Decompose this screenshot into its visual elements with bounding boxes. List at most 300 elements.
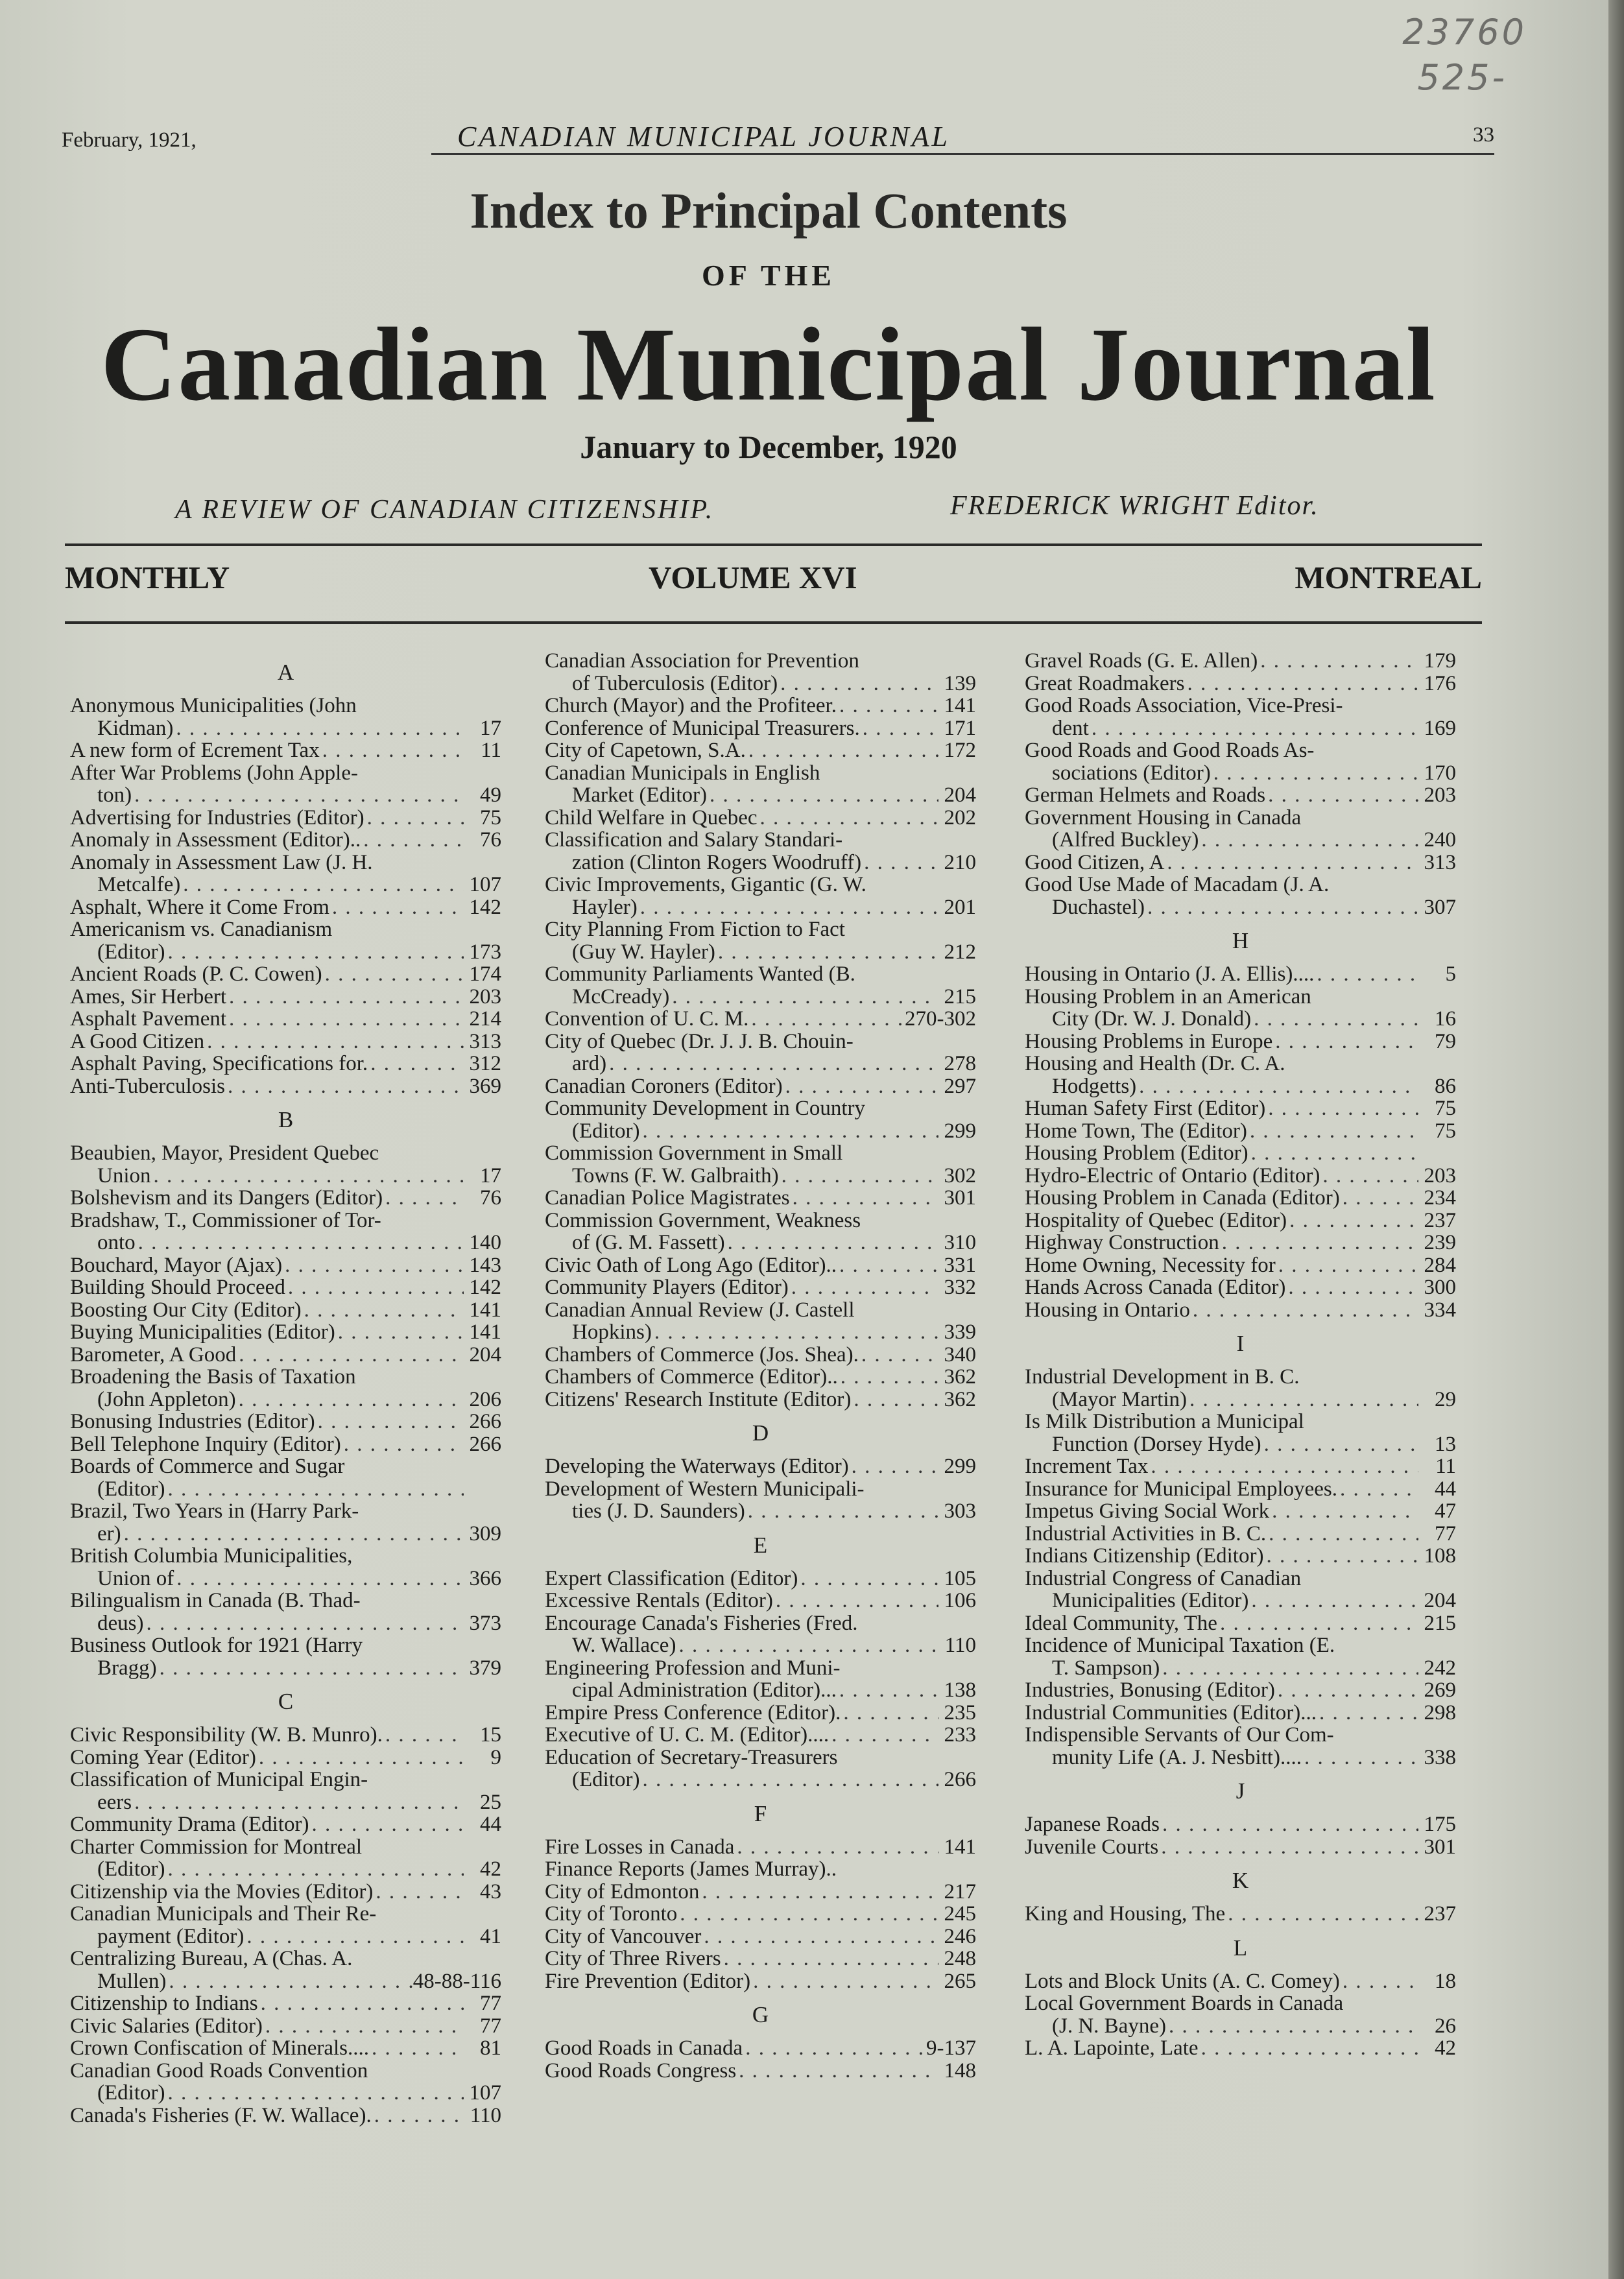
entry-page: 203 <box>1424 1164 1456 1187</box>
leader-dots <box>638 896 938 919</box>
index-entry <box>545 1948 976 1970</box>
index-entry <box>70 1232 501 1254</box>
leader-dots <box>837 695 938 717</box>
entry-page: 29 <box>1435 1388 1456 1411</box>
entry-title: Bolshevism and its Dangers (Editor) <box>70 1187 383 1210</box>
leader-dots <box>736 2060 938 2082</box>
entry-title: Commission Government in Small <box>545 1142 843 1165</box>
leader-dots <box>778 673 938 695</box>
index-entry <box>70 1455 501 1478</box>
leader-dots <box>677 1903 938 1926</box>
leader-dots <box>773 1590 938 1612</box>
leader-dots <box>157 1657 464 1680</box>
entry-title: Union <box>97 1164 151 1187</box>
leader-dots <box>1340 1187 1418 1210</box>
index-entry <box>70 1568 501 1590</box>
index-entry <box>70 852 501 874</box>
entry-page: 237 <box>1424 1209 1456 1232</box>
leader-dots <box>226 986 464 1008</box>
leader-dots <box>669 986 938 1008</box>
index-entry <box>70 1075 501 1098</box>
leader-dots <box>256 1747 464 1769</box>
index-entry <box>545 1478 976 1501</box>
entry-title: King and Housing, The <box>1025 1903 1226 1926</box>
leader-dots <box>383 1187 464 1210</box>
index-entry <box>1025 1008 1456 1031</box>
leader-dots <box>1160 1813 1418 1836</box>
entry-title: Beaubien, Mayor, President Quebec <box>70 1142 379 1165</box>
leader-dots <box>783 1075 938 1098</box>
entry-title: Ideal Community, The <box>1025 1612 1217 1634</box>
index-entry <box>1025 1299 1456 1322</box>
entry-title: Anomaly in Assessment Law (J. H. <box>70 851 373 874</box>
index-entry <box>1025 1590 1456 1612</box>
leader-dots <box>136 1232 464 1254</box>
index-entry <box>1025 1612 1456 1635</box>
index-entry <box>70 1299 501 1322</box>
index-entry <box>545 896 976 919</box>
entry-page: 174 <box>469 963 501 986</box>
leader-dots <box>1219 1232 1418 1254</box>
entry-title: Brazil, Two Years in (Harry Park- <box>70 1500 359 1523</box>
leader-dots <box>1317 1702 1418 1724</box>
entry-page: 369 <box>469 1075 501 1097</box>
entry-page: 204 <box>469 1343 501 1366</box>
entry-page: 17 <box>480 1164 501 1187</box>
index-entry <box>545 1142 976 1165</box>
entry-title: (Editor) <box>97 940 165 963</box>
entry-page: 362 <box>944 1366 976 1389</box>
entry-page: 42 <box>480 1858 501 1881</box>
index-entry <box>70 1142 501 1165</box>
entry-title: Housing and Health (Dr. C. A. <box>1025 1053 1285 1075</box>
entry-title: payment (Editor) <box>97 1925 245 1948</box>
entry-title: Child Welfare in Quebec <box>545 806 758 829</box>
index-entry <box>545 1634 976 1657</box>
section-letter: A <box>277 660 294 685</box>
entry-page: 266 <box>944 1769 976 1791</box>
index-entry <box>70 1926 501 1948</box>
entry-title: German Helmets and Roads <box>1025 784 1266 807</box>
entry-title: dent <box>1052 717 1089 739</box>
leader-dots <box>860 717 938 740</box>
index-entry <box>1025 784 1456 807</box>
index-entry <box>1025 1276 1456 1299</box>
index-entry <box>1025 1836 1456 1859</box>
entry-page: 313 <box>1424 851 1456 874</box>
section-letter: F <box>754 1800 767 1826</box>
entry-title: Housing Problem in an American <box>1025 985 1311 1008</box>
entry-page: 366 <box>469 1567 501 1590</box>
index-entry <box>545 1858 976 1881</box>
entry-page: 302 <box>944 1164 976 1187</box>
entry-page: 11 <box>1435 1455 1456 1478</box>
entry-page: 299 <box>944 1455 976 1478</box>
entry-title: Good Roads Congress <box>545 2059 737 2082</box>
entry-page: 339 <box>944 1321 976 1344</box>
index-entry <box>70 2060 501 2082</box>
entry-page: 141 <box>469 1298 501 1321</box>
leader-dots <box>341 1433 464 1456</box>
index-entry <box>1025 807 1456 829</box>
leader-dots <box>676 1634 938 1657</box>
index-entry <box>545 1031 976 1053</box>
entry-title: Japanese Roads <box>1025 1813 1160 1836</box>
index-entry <box>1025 896 1456 919</box>
entry-title: sociations (Editor) <box>1052 761 1211 784</box>
index-entry <box>1025 1702 1456 1724</box>
index-entry <box>1025 1210 1456 1232</box>
entry-title: Hospitality of Quebec (Editor) <box>1025 1209 1287 1232</box>
entry-title: Good Roads in Canada <box>545 2037 743 2060</box>
entry-title: Function (Dorsey Hyde) <box>1052 1433 1261 1455</box>
entry-title: Developing the Waterways (Editor) <box>545 1455 849 1478</box>
entry-title: Classification and Salary Standari- <box>545 829 843 852</box>
index-entry <box>545 739 976 762</box>
entry-page: 245 <box>944 1903 976 1926</box>
entry-title: Metcalfe) <box>97 874 181 896</box>
entry-page: 340 <box>944 1343 976 1366</box>
index-entry <box>545 1455 976 1478</box>
index-entry <box>1025 2015 1456 2038</box>
entry-title: Juvenile Courts <box>1025 1835 1159 1858</box>
entry-title: Mullen) <box>97 1970 167 1992</box>
index-entry <box>1025 1232 1456 1254</box>
section-letter: G <box>752 2002 769 2027</box>
index-column-1 <box>70 650 501 2127</box>
index-column-2 <box>545 650 976 2082</box>
entry-title: City of Three Rivers <box>545 1948 721 1970</box>
entry-title: Towns (F. W. Galbraith) <box>572 1164 779 1187</box>
leader-dots <box>750 1970 938 1993</box>
index-entry <box>1025 1366 1456 1389</box>
leader-dots <box>837 1679 938 1702</box>
index-entry <box>1025 2037 1456 2060</box>
index-entry <box>70 1903 501 1926</box>
section-letter: C <box>278 1689 294 1714</box>
entry-title: Barometer, A Good <box>70 1343 237 1366</box>
leader-dots <box>335 1321 464 1344</box>
entry-page: 107 <box>469 874 501 896</box>
entry-page: 303 <box>944 1500 976 1523</box>
entry-page: 141 <box>944 1835 976 1858</box>
leader-dots <box>1258 650 1418 673</box>
entry-page: 75 <box>480 806 501 829</box>
index-entry <box>1025 1411 1456 1433</box>
entry-title: Citizenship to Indians <box>70 1992 258 2015</box>
entry-page: 373 <box>469 1612 501 1634</box>
leader-dots <box>1269 1500 1418 1523</box>
entry-page: 79 <box>1435 1030 1456 1053</box>
leader-dots <box>837 1254 938 1277</box>
index-entry <box>545 1568 976 1590</box>
entry-title: Chambers of Commerce (Editor).. <box>545 1366 838 1389</box>
entry-title: Home Town, The (Editor) <box>1025 1119 1247 1142</box>
index-entry <box>1025 1075 1456 1098</box>
section-letter: H <box>1232 928 1249 953</box>
entry-page: 148 <box>944 2059 976 2082</box>
entry-title: Bonusing Industries (Editor) <box>70 1411 315 1433</box>
index-entry <box>545 852 976 874</box>
entry-page: 173 <box>469 940 501 963</box>
leader-dots <box>745 1500 938 1523</box>
entry-title: Industrial Congress of Canadian <box>1025 1567 1302 1590</box>
index-entry <box>1025 673 1456 695</box>
entry-page: 9-137 <box>926 2037 976 2060</box>
index-entry <box>70 1210 501 1232</box>
entry-title: Ames, Sir Herbert <box>70 985 227 1008</box>
entry-page: 75 <box>1435 1097 1456 1120</box>
entry-title: Civic Salaries (Editor) <box>70 2014 263 2037</box>
leader-dots <box>1199 829 1418 852</box>
entry-title: Good Use Made of Macadam (J. A. <box>1025 874 1330 896</box>
entry-title: Citizens' Research Institute (Editor) <box>545 1388 852 1411</box>
entry-title: Housing in Ontario (J. A. Ellis).... <box>1025 963 1315 986</box>
entry-title: Hands Across Canada (Editor) <box>1025 1276 1286 1299</box>
entry-title: (Editor) <box>97 2082 165 2105</box>
index-entry <box>1025 650 1456 673</box>
index-entry <box>1025 1097 1456 1120</box>
leader-dots <box>798 1568 938 1590</box>
entry-page: 203 <box>469 985 501 1008</box>
entry-title: Hydro-Electric of Ontario (Editor) <box>1025 1164 1320 1187</box>
entry-title: City of Edmonton <box>545 1880 700 1903</box>
index-entry <box>70 829 501 852</box>
entry-title: Community Development in Country <box>545 1097 866 1120</box>
index-entry <box>70 762 501 785</box>
entry-title: Human Safety First (Editor) <box>1025 1097 1266 1120</box>
entry-page: 105 <box>944 1567 976 1590</box>
entry-page: 9 <box>490 1746 501 1769</box>
index-entry <box>545 918 976 941</box>
leader-dots <box>174 1568 464 1590</box>
leader-dots <box>1265 784 1418 807</box>
entry-page: 212 <box>944 940 976 963</box>
index-entry <box>1025 1903 1456 1926</box>
entry-title: City of Toronto <box>545 1903 678 1926</box>
leader-dots <box>789 1276 938 1299</box>
leader-dots <box>302 1299 464 1322</box>
entry-title: Anonymous Municipalities (John <box>70 695 357 717</box>
index-entry <box>70 1724 501 1747</box>
index-entry <box>545 2060 976 2082</box>
leader-dots <box>282 1254 464 1277</box>
section-letter: L <box>1233 1935 1248 1961</box>
entry-title: Canada's Fisheries (F. W. Wallace). <box>70 2104 372 2127</box>
leader-dots <box>1158 1836 1418 1859</box>
leader-dots <box>322 963 464 986</box>
pencil-note-code: 525- <box>1417 57 1507 98</box>
entry-title: Civic Improvements, Gigantic (G. W. <box>545 874 866 896</box>
entry-title: Crown Confiscation of Minerals.... <box>70 2037 370 2060</box>
editor-credit: FREDERICK WRIGHT Editor. <box>950 491 1319 521</box>
index-entry <box>545 1612 976 1635</box>
entry-title: Encourage Canada's Fisheries (Fred. <box>545 1612 858 1634</box>
issue-date: February, 1921, <box>62 128 197 152</box>
leader-dots <box>1187 1389 1418 1411</box>
entry-page: 140 <box>469 1232 501 1254</box>
leader-dots <box>1199 2037 1418 2060</box>
leader-dots <box>1287 1210 1418 1232</box>
pencil-note-number: 23760 <box>1402 12 1527 53</box>
index-entry <box>70 1500 501 1523</box>
entry-title: W. Wallace) <box>572 1634 676 1657</box>
index-entry <box>70 1276 501 1299</box>
entry-page: 270-302 <box>905 1008 976 1031</box>
entry-page: 44 <box>1435 1477 1456 1500</box>
entry-title: Church (Mayor) and the Profiteer. <box>545 695 837 717</box>
entry-page: 202 <box>944 806 976 829</box>
index-entry <box>1025 1120 1456 1143</box>
entry-page: 139 <box>944 672 976 695</box>
entry-page: 233 <box>944 1724 976 1747</box>
entry-title: Asphalt, Where it Come From <box>70 896 329 918</box>
index-entry <box>545 1053 976 1075</box>
index-entry <box>70 1411 501 1433</box>
leader-dots <box>652 1321 938 1344</box>
entry-title: Conference of Municipal Treasurers. <box>545 717 860 739</box>
entry-page: 48-88-116 <box>412 1970 501 1992</box>
leader-dots <box>180 874 464 896</box>
index-entry <box>1025 695 1456 717</box>
entry-title: Boards of Commerce and Sugar <box>70 1455 345 1478</box>
index-column-3 <box>1025 650 1456 2060</box>
entry-page: 26 <box>1435 2014 1456 2037</box>
running-head <box>62 117 1494 156</box>
leader-dots <box>368 1053 464 1075</box>
entry-title: Bell Telephone Inquiry (Editor) <box>70 1433 341 1455</box>
entry-title: (Editor) <box>572 1769 640 1791</box>
leader-dots <box>132 1791 464 1814</box>
entry-title: Boosting Our City (Editor) <box>70 1298 302 1321</box>
entry-page: 142 <box>469 896 501 918</box>
index-entry <box>70 986 501 1008</box>
leader-dots <box>329 896 464 919</box>
index-entry <box>545 1500 976 1523</box>
entry-page: 307 <box>1424 896 1456 918</box>
section-letter: K <box>1232 1868 1249 1893</box>
index-entry <box>1025 963 1456 986</box>
index-entry <box>70 1836 501 1859</box>
entry-page: 234 <box>1424 1187 1456 1210</box>
index-entry <box>1025 874 1456 896</box>
index-entry <box>1025 986 1456 1008</box>
entry-title: Home Owning, Necessity for <box>1025 1254 1276 1276</box>
entry-page: 49 <box>480 784 501 807</box>
leader-dots <box>369 2037 464 2060</box>
entry-title: Canadian Coroners (Editor) <box>545 1075 783 1097</box>
entry-title: City of Vancouver <box>545 1925 702 1948</box>
entry-title: Incidence of Municipal Taxation (E. <box>1025 1634 1335 1657</box>
index-entry <box>545 1276 976 1299</box>
index-entry <box>1025 1813 1456 1836</box>
entry-title: Industrial Communities (Editor)... <box>1025 1701 1317 1724</box>
leader-dots <box>373 1881 464 1903</box>
leader-dots <box>121 1523 464 1545</box>
index-entry <box>545 1075 976 1098</box>
entry-title: Government Housing in Canada <box>1025 806 1302 829</box>
leader-dots <box>236 1389 464 1411</box>
index-entry <box>545 1187 976 1210</box>
entry-page: 215 <box>944 985 976 1008</box>
entry-title: Bragg) <box>97 1656 157 1679</box>
entry-title: Classification of Municipal Engin- <box>70 1769 368 1791</box>
entry-title: Excessive Rentals (Editor) <box>545 1590 773 1612</box>
running-journal-title: CANADIAN MUNICIPAL JOURNAL <box>457 121 950 152</box>
entry-title: Civic Oath of Long Ago (Editor).. <box>545 1254 837 1276</box>
entry-page: 108 <box>1424 1545 1456 1568</box>
index-entry <box>1025 1970 1456 1993</box>
index-entry <box>545 1299 976 1322</box>
entry-page: 310 <box>944 1232 976 1254</box>
leader-dots <box>361 829 464 852</box>
entry-title: Housing Problems in Europe <box>1025 1030 1273 1053</box>
index-entry <box>70 1948 501 1970</box>
entry-title: Industrial Activities in B. C. <box>1025 1522 1267 1545</box>
leader-dots <box>364 807 464 829</box>
index-entry <box>1025 1992 1456 2015</box>
leader-dots <box>309 1813 464 1836</box>
entry-title: Asphalt Pavement <box>70 1008 227 1031</box>
entry-page: 332 <box>944 1276 976 1299</box>
leader-dots <box>725 1232 938 1254</box>
entry-title: A new form of Ecrement Tax <box>70 739 320 762</box>
entry-title: Industrial Development in B. C. <box>1025 1366 1300 1389</box>
entry-page: 13 <box>1435 1433 1456 1455</box>
entry-title: Highway Construction <box>1025 1232 1219 1254</box>
entry-title: L. A. Lapointe, Late <box>1025 2037 1199 2060</box>
entry-title: Executive of U. C. M. (Editor).... <box>545 1724 830 1747</box>
entry-title: of (G. M. Fassett) <box>572 1232 725 1254</box>
index-entry <box>70 1545 501 1568</box>
leader-dots <box>1266 1523 1418 1545</box>
index-entry <box>70 2082 501 2105</box>
entry-page: 334 <box>1424 1298 1456 1321</box>
entry-title: Canadian Municipals and Their Re- <box>70 1903 377 1926</box>
section-letter: D <box>752 1420 769 1446</box>
entry-title: Building Should Proceed <box>70 1276 285 1299</box>
entry-page: 86 <box>1435 1075 1456 1097</box>
entry-page: 172 <box>944 739 976 762</box>
leader-dots <box>236 1344 464 1366</box>
index-entry <box>70 1523 501 1545</box>
leader-dots <box>1166 2015 1418 2038</box>
index-entry <box>545 1836 976 1859</box>
index-title: Index to Principal Contents <box>470 182 1068 239</box>
index-entry <box>70 1478 501 1501</box>
leader-dots <box>1265 1097 1418 1120</box>
volume-bar <box>65 559 1482 604</box>
index-entry <box>545 1232 976 1254</box>
entry-page: 143 <box>469 1254 501 1276</box>
leader-dots <box>734 1836 938 1859</box>
leader-dots <box>748 1008 905 1031</box>
entry-page: 11 <box>481 739 501 762</box>
index-entry <box>545 807 976 829</box>
entry-title: Is Milk Distribution a Municipal <box>1025 1411 1304 1433</box>
leader-dots <box>1225 1903 1418 1926</box>
entry-page: 47 <box>1435 1500 1456 1523</box>
entry-page: 176 <box>1424 672 1456 695</box>
index-entry <box>70 1165 501 1187</box>
index-entry <box>545 1344 976 1366</box>
index-entry <box>70 1769 501 1791</box>
leader-dots <box>701 1926 938 1948</box>
index-entry <box>545 1389 976 1411</box>
entry-page: 171 <box>944 717 976 739</box>
entry-title: ties (J. D. Saunders) <box>572 1500 745 1523</box>
leader-dots <box>258 1992 464 2015</box>
